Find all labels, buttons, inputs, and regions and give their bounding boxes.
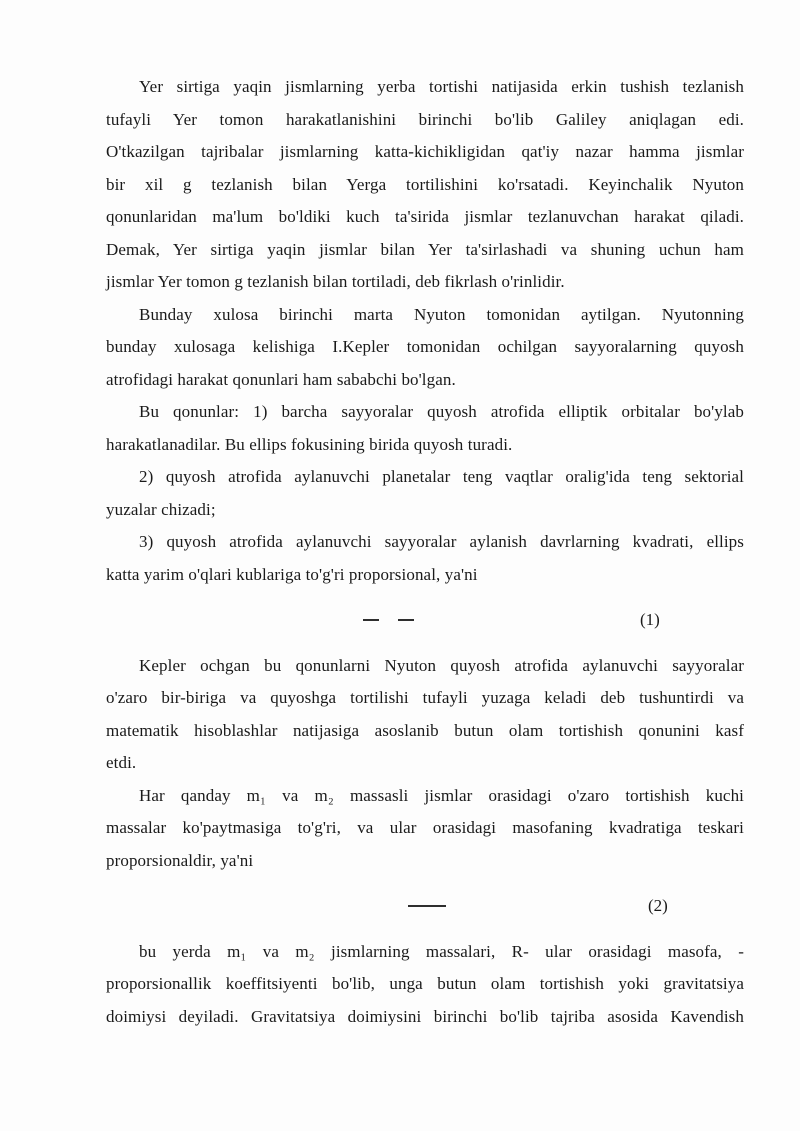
text-line: 3) quyosh atrofida aylanuvchi sayyoralar aylanish davrlarning kvadrati, ellips	[139, 532, 744, 551]
text-line: bu yerda m₁ va m₂ jismlarning massalari, R- ular orasidagi masofa, -	[139, 941, 744, 961]
paragraph	[106, 299, 744, 397]
text-line: harakatlanadilar. Bu ellips fokusining birida quyosh turadi.	[106, 434, 513, 454]
text-line: yuzalar chizadi;	[106, 499, 216, 519]
text-line: Demak, Yer sirtiga yaqin jismlar bilan Yer ta'sirlashadi va shuning uchun ham	[106, 239, 744, 259]
text-line: jismlar Yer tomon g tezlanish bilan tortiladi, deb fikrlash o'rinlidir.	[106, 272, 565, 291]
equation-number: (2)	[648, 896, 668, 915]
paragraph	[106, 936, 744, 1034]
equation-placeholder	[106, 890, 744, 923]
text-flow	[106, 71, 744, 1033]
paragraph	[106, 650, 744, 780]
paragraph	[106, 526, 744, 591]
text-line: Bunday xulosa birinchi marta Nyuton tomonidan aytilgan. Nyutonning	[139, 304, 744, 324]
equation-number: (1)	[640, 610, 660, 629]
text-line: doimiysi deyiladi. Gravitatsiya doimiysini birinchi bo'lib tajriba asosida Kavendish	[106, 1006, 744, 1026]
paragraph	[106, 461, 744, 526]
text-line: 2) quyosh atrofida aylanuvchi planetalar teng vaqtlar oralig'ida teng sektorial	[139, 467, 744, 486]
text-line: Yer sirtiga yaqin jismlarning yerba tortishi natijasida erkin tushish tezlanish	[139, 77, 744, 96]
text-line: Bu qonunlar: 1) barcha sayyoralar quyosh atrofida elliptik orbitalar bo'ylab	[139, 402, 744, 421]
text-line: bunday xulosaga kelishiga I.Kepler tomonidan ochilgan sayyoralarning quyosh	[106, 337, 744, 356]
paragraph	[106, 780, 744, 878]
text-line: matematik hisoblashlar natijasiga asoslanib butun olam tortishish qonunini kasf	[106, 720, 744, 740]
equation-placeholder	[106, 604, 744, 637]
text-line: tufayli Yer tomon harakatlanishini birinchi bo'lib Galiley aniqlagan edi.	[106, 109, 744, 129]
paragraph	[106, 396, 744, 461]
text-line: katta yarim o'qlari kublariga to'g'ri proporsional, ya'ni	[106, 564, 478, 584]
text-line: bir xil g tezlanish bilan Yerga tortilishini ko'rsatadi. Keyinchalik Nyuton	[106, 174, 744, 194]
text-line: proporsionallik koeffitsiyenti bo'lib, unga butun olam tortishish yoki gravitatsiya	[106, 974, 744, 993]
text-line: proporsionaldir, ya'ni	[106, 850, 254, 870]
text-line: etdi.	[106, 753, 137, 772]
text-line: Har qanday m₁ va m₂ massasli jismlar orasidagi o'zaro tortishish kuchi	[139, 785, 744, 805]
fraction-bar	[408, 905, 446, 907]
text-line: qonunlaridan ma'lum bo'ldiki kuch ta'sirida jismlar tezlanuvchan harakat qiladi.	[106, 207, 744, 226]
text-line: Kepler ochgan bu qonunlarni Nyuton quyosh atrofida aylanuvchi sayyoralar	[139, 655, 744, 675]
fraction-bar	[398, 619, 414, 621]
paragraph	[106, 71, 744, 299]
text-line: atrofidagi harakat qonunlari ham sababchi bo'lgan.	[106, 369, 456, 389]
text-line: o'zaro bir-biriga va quyoshga tortilishi tufayli yuzaga keladi deb tushuntirdi va	[106, 688, 744, 707]
text-line: O'tkazilgan tajribalar jismlarning katta-kichikligidan qat'iy nazar hamma jismlar	[106, 142, 744, 161]
text-line: massalar ko'paytmasiga to'g'ri, va ular orasidagi masofaning kvadratiga teskari	[106, 818, 744, 837]
fraction-bar	[363, 619, 379, 621]
